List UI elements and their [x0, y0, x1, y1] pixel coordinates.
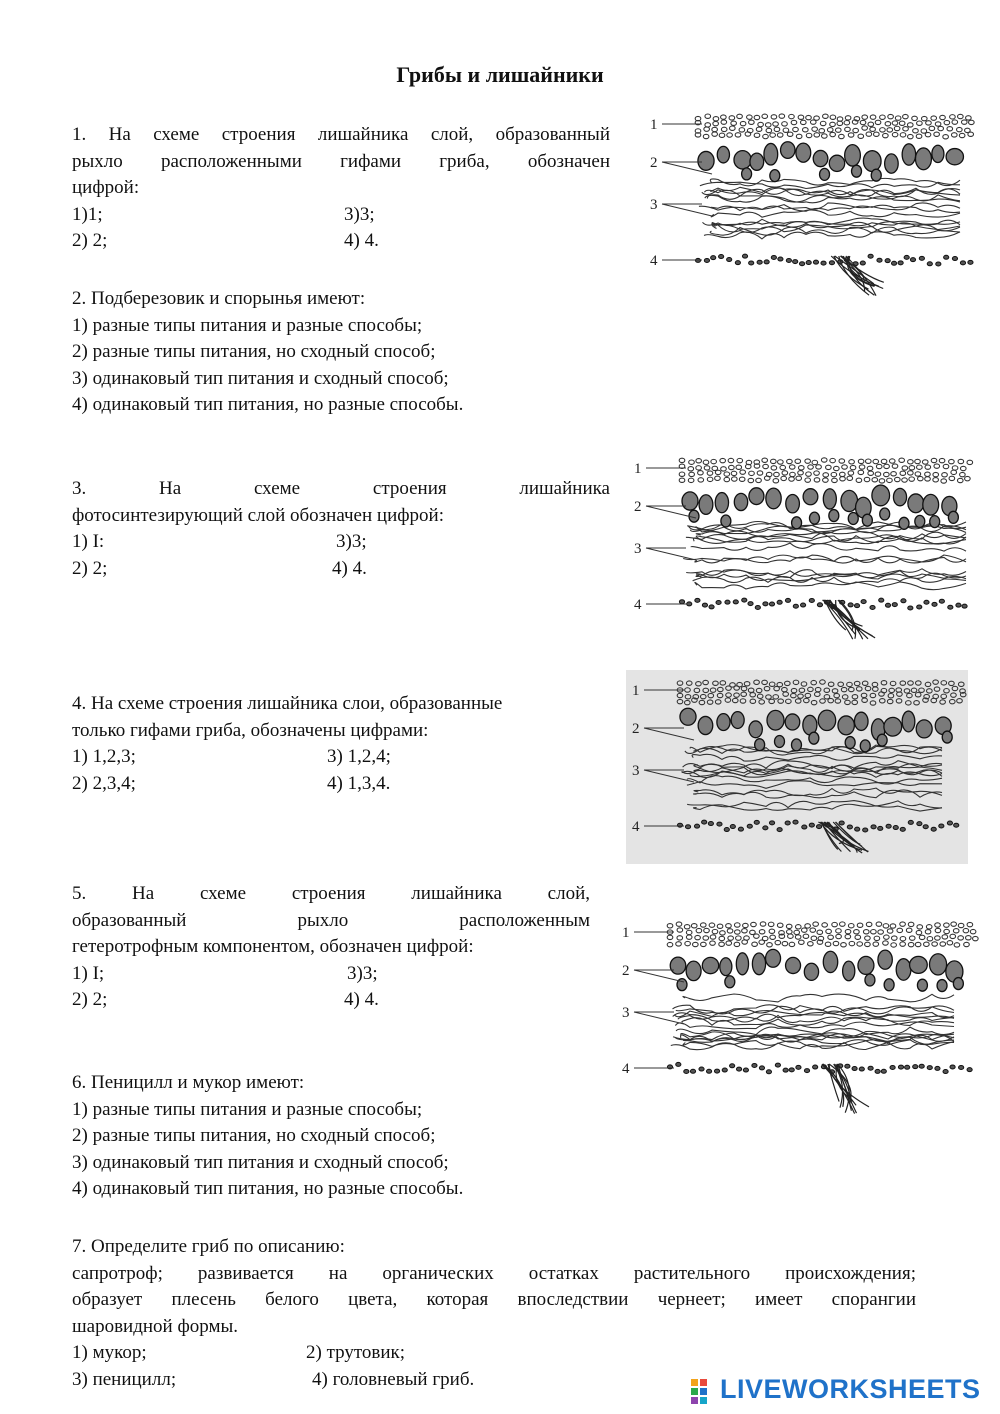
question-7-stem: 7. Определите гриб по описанию: [72, 1236, 345, 1257]
question-7-options-row-1 [72, 1340, 916, 1367]
question-1-options-row-1 [72, 202, 610, 229]
layer-label-2: 2 [632, 721, 640, 737]
question-6-option-2[interactable]: 2) разные типы питания, но сходный способ; [72, 1125, 436, 1146]
question-2-option-1[interactable]: 1) разные типы питания и разные способы; [72, 314, 423, 336]
question-7-line-1: сапротроф; развивается на органических остатках растительного происхождения; [72, 1262, 916, 1284]
question-6 [72, 1070, 463, 1203]
question-4-options-row-2 [72, 771, 502, 798]
lichen-cross-section-drawing [616, 912, 980, 1122]
question-3 [72, 476, 610, 582]
question-7-line-3: шаровидной формы. [72, 1315, 239, 1337]
liveworksheets-logo-icon [690, 1378, 718, 1406]
question-4-line-1: 4. На схеме строения лишайника слои, образованные [72, 693, 503, 714]
question-6-option-3[interactable]: 3) одинаковый тип питания и сходный способ; [72, 1151, 449, 1173]
question-2-option-3[interactable]: 3) одинаковый тип питания и сходный способ; [72, 367, 449, 389]
question-2-option-2[interactable]: 2) разные типы питания, но сходный способ; [72, 341, 436, 362]
question-4-option-3[interactable]: 3) 1,2,4; [327, 746, 391, 767]
layer-label-1: 1 [632, 683, 640, 699]
question-4-options-row-1 [72, 744, 502, 771]
question-3-line-1: 3. На схеме строения лишайника [72, 478, 610, 499]
question-6-stem: 6. Пеницилл и мукор имеют: [72, 1072, 305, 1093]
question-1-line-3: цифрой: [72, 177, 140, 198]
question-5-option-2[interactable]: 2) 2; [72, 989, 108, 1010]
question-5-options-row-2 [72, 987, 590, 1014]
question-5 [72, 881, 590, 1014]
layer-label-3: 3 [632, 763, 640, 779]
question-7 [72, 1234, 916, 1393]
layer-label-1: 1 [634, 461, 642, 477]
question-5-option-1[interactable]: 1) I; [72, 962, 105, 984]
lichen-cross-section-drawing [626, 670, 968, 864]
lichen-diagram-3 [626, 670, 968, 864]
question-4-option-1[interactable]: 1) 1,2,3; [72, 746, 136, 767]
question-3-option-4[interactable]: 4) 4. [332, 557, 367, 579]
question-3-option-3[interactable]: 3)3; [336, 531, 367, 552]
lichen-cross-section-drawing [644, 104, 976, 304]
question-6-option-1[interactable]: 1) разные типы питания и разные способы; [72, 1098, 423, 1120]
question-7-option-3[interactable]: 3) пеницилл; [72, 1368, 177, 1390]
question-3-options-row-1 [72, 529, 610, 556]
layer-label-4: 4 [650, 253, 658, 269]
question-1-options-row-2 [72, 228, 610, 255]
question-5-line-3: гетеротрофным компонентом, обозначен цифрой: [72, 936, 474, 957]
question-1-option-2[interactable]: 2) 2; [72, 230, 108, 251]
question-3-line-2: фотосинтезирующий слой обозначен цифрой: [72, 504, 445, 526]
question-6-option-4[interactable]: 4) одинаковый тип питания, но разные способы. [72, 1178, 464, 1199]
question-2 [72, 286, 463, 419]
question-5-line-1: 5. На схеме строения лишайника слой, [72, 883, 590, 904]
question-3-option-1[interactable]: 1) I: [72, 531, 105, 552]
lichen-diagram-2 [628, 448, 974, 648]
question-4-option-4[interactable]: 4) 1,3,4. [327, 772, 391, 794]
question-2-stem: 2. Подберезовик и спорынья имеют: [72, 288, 366, 309]
question-7-option-1[interactable]: 1) мукор; [72, 1342, 147, 1363]
layer-label-2: 2 [622, 963, 630, 979]
layer-label-4: 4 [634, 597, 642, 613]
liveworksheets-brand-text: LIVEWORKSHEETS [720, 1374, 981, 1404]
question-7-line-2: образует плесень белого цвета, которая впоследствии чернеет; имеет спорангии [72, 1289, 916, 1310]
layer-label-2: 2 [650, 155, 658, 171]
question-5-options-row-1 [72, 961, 590, 988]
layer-label-1: 1 [622, 925, 630, 941]
question-1-line-1: 1. На схеме строения лишайника слой, образованный [72, 124, 610, 145]
lichen-cross-section-drawing [628, 448, 974, 648]
lichen-diagram-1 [644, 104, 976, 304]
layer-label-1: 1 [650, 117, 658, 133]
liveworksheets-logo [690, 1374, 990, 1410]
question-2-option-4[interactable]: 4) одинаковый тип питания, но разные способы. [72, 394, 464, 415]
layer-label-3: 3 [650, 197, 658, 213]
question-4-line-2: только гифами гриба, обозначены цифрами: [72, 719, 429, 741]
layer-label-3: 3 [634, 541, 642, 557]
question-4-option-2[interactable]: 2) 2,3,4; [72, 772, 136, 794]
question-3-option-2[interactable]: 2) 2; [72, 557, 108, 579]
question-5-option-3[interactable]: 3)3; [347, 962, 378, 984]
question-5-option-4[interactable]: 4) 4. [344, 989, 379, 1010]
layer-label-3: 3 [622, 1005, 630, 1021]
question-4 [72, 691, 502, 797]
question-7-option-4[interactable]: 4) головневый гриб. [312, 1368, 475, 1390]
question-1 [72, 122, 610, 255]
layer-label-4: 4 [632, 819, 640, 835]
layer-label-2: 2 [634, 499, 642, 515]
layer-label-4: 4 [622, 1061, 630, 1077]
page-title: Грибы и лишайники [396, 62, 604, 87]
lichen-diagram-4 [616, 912, 980, 1122]
question-1-line-2: рыхло расположенными гифами гриба, обозначен [72, 150, 610, 172]
question-7-option-2[interactable]: 2) трутовик; [306, 1342, 406, 1363]
question-1-option-3[interactable]: 3)3; [344, 203, 375, 225]
question-1-option-1[interactable]: 1)1; [72, 203, 103, 225]
question-3-options-row-2 [72, 556, 610, 583]
question-5-line-2: образованный рыхло расположенным [72, 909, 590, 931]
question-1-option-4[interactable]: 4) 4. [344, 230, 379, 251]
